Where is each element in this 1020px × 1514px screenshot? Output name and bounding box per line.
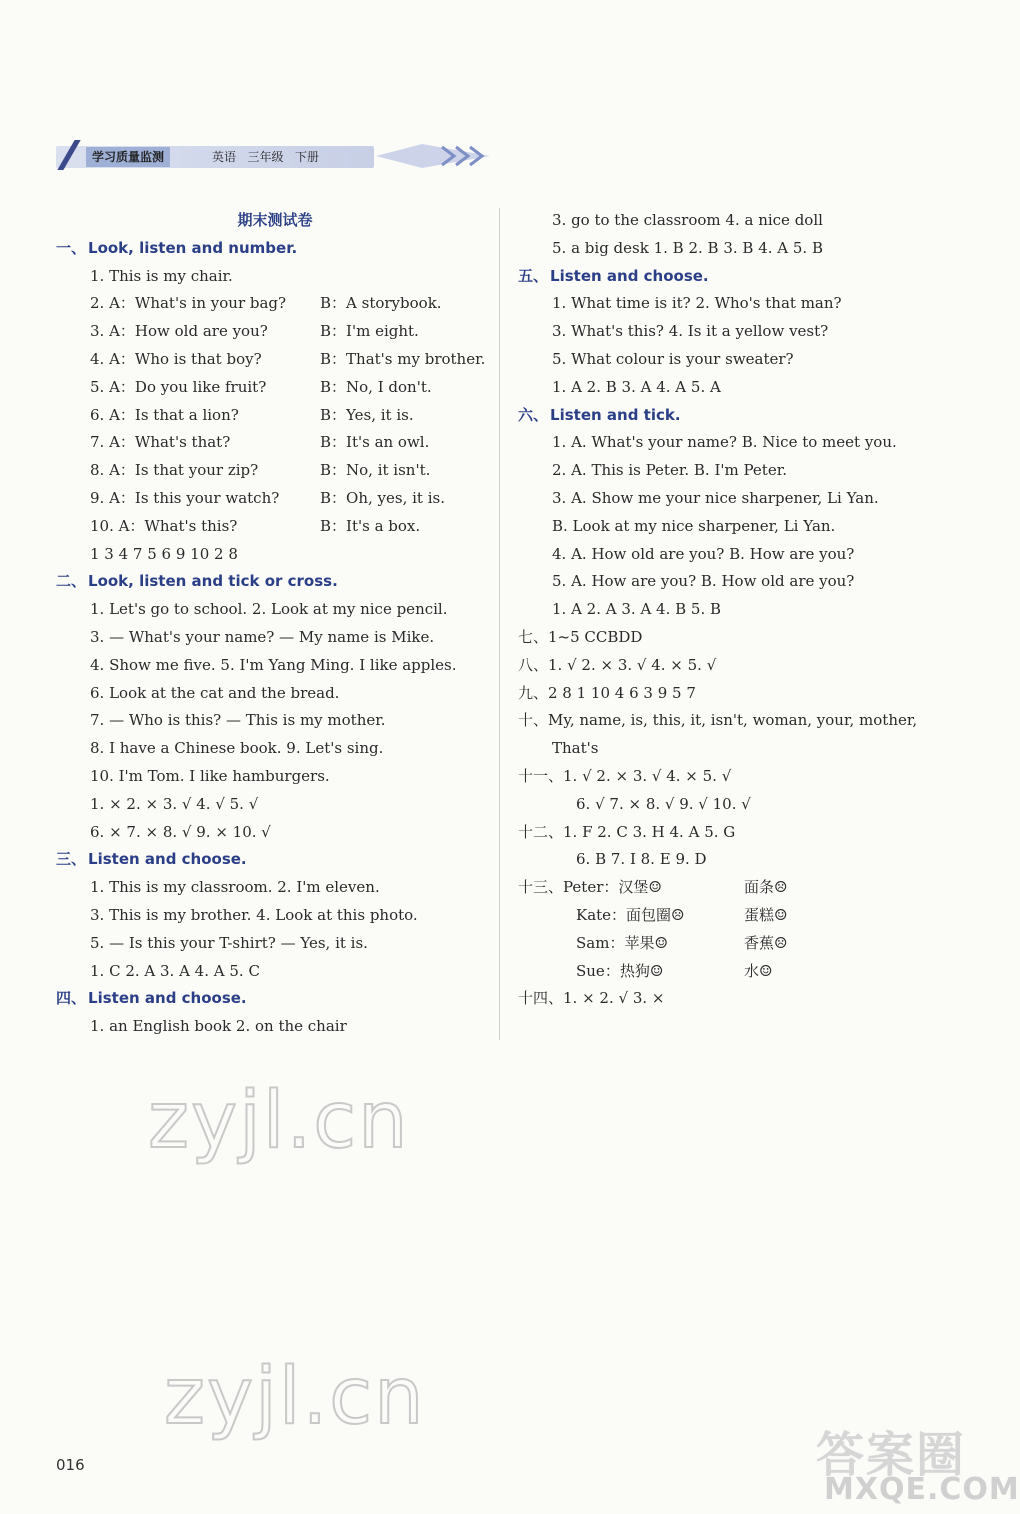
series-name: 学习质量监测 <box>86 147 170 167</box>
s2-line: 7. — Who is this? — This is my mother. <box>90 711 386 730</box>
s3-line: 1. This is my classroom. 2. I'm eleven. <box>90 878 380 897</box>
s4-answer: 5. a big desk 1. B 2. B 3. B 4. A 5. B <box>552 238 823 257</box>
s3-line: 3. This is my brother. 4. Look at this photo. <box>90 905 418 924</box>
right-column <box>518 207 938 1013</box>
section-11: 十一、1. √ 2. × 3. √ 4. × 5. √ <box>518 766 732 785</box>
s1-item: 6. A：Is that a lion? B：Yes, it is. <box>90 405 414 424</box>
s5-line: 5. What colour is your sweater? <box>552 349 794 368</box>
section-10: 十、My, name, is, this, it, isn't, woman, your, mother, <box>518 711 918 730</box>
section-1-heading: 一、 Look, listen and number. <box>56 238 298 257</box>
section-3-heading: 三、 Listen and choose. <box>56 850 247 869</box>
section-12: 十二、1. F 2. C 3. H 4. A 5. G <box>518 822 736 841</box>
s2-line: 6. Look at the cat and the bread. <box>90 683 340 702</box>
s1-answer: 1 3 4 7 5 6 9 10 2 8 <box>90 544 238 563</box>
s2-answer: 6. × 7. × 8. √ 9. × 10. √ <box>90 822 271 841</box>
section-4-heading: 四、 Listen and choose. <box>56 989 247 1008</box>
s6-line: 1. A. What's your name? B. Nice to meet you. <box>552 433 897 452</box>
s2-line: 4. Show me five. 5. I'm Yang Ming. I like apples. <box>90 655 457 674</box>
s1-item: 7. A：What's that? B：It's an owl. <box>90 433 430 452</box>
s3-answer: 1. C 2. A 3. A 4. A 5. C <box>90 961 260 980</box>
section-10-cont: That's <box>552 739 599 758</box>
section-5-heading: 五、 Listen and choose. <box>518 266 709 285</box>
section-12-cont: 6. B 7. I 8. E 9. D <box>576 850 707 869</box>
term: 下册 <box>294 150 319 164</box>
section-13-num: 十三、 <box>518 878 564 897</box>
subject: 英语 <box>212 150 237 164</box>
s5-answer: 1. A 2. B 3. A 4. A 5. A <box>552 377 721 396</box>
running-header <box>56 140 446 170</box>
s2-line: 1. Let's go to school. 2. Look at my nice pencil. <box>90 600 448 619</box>
s4-line: 1. an English book 2. on the chair <box>90 1017 347 1036</box>
section-9: 九、2 8 1 10 4 6 3 9 5 7 <box>518 683 696 702</box>
column-divider <box>499 208 500 1040</box>
s2-answer: 1. × 2. × 3. √ 4. √ 5. √ <box>90 794 259 813</box>
s6-line: 4. A. How old are you? B. How are you? <box>552 544 855 563</box>
s2-line: 3. — What's your name? — My name is Mike. <box>90 627 435 646</box>
watermark-text: zyjl.cn <box>148 1076 410 1166</box>
s6-line: 2. A. This is Peter. B. I'm Peter. <box>552 461 787 480</box>
logo-site: MXQE.COM <box>824 1472 1020 1507</box>
section-6-heading: 六、 Listen and tick. <box>518 405 681 424</box>
s4-line: 3. go to the classroom 4. a nice doll <box>552 211 823 229</box>
left-column <box>56 207 494 1041</box>
s1-item: 9. A：Is this your watch? B：Oh, yes, it is. <box>90 488 445 507</box>
section-11-cont: 6. √ 7. × 8. √ 9. √ 10. √ <box>576 794 751 813</box>
s2-line: 8. I have a Chinese book. 9. Let's sing. <box>90 739 384 758</box>
page-title: 期末测试卷 <box>237 211 313 229</box>
section-14: 十四、1. × 2. √ 3. × <box>518 989 665 1008</box>
section-13-row: Kate：面包圈☹ 蛋糕☺ <box>576 905 788 924</box>
chevron-arrows-icon <box>372 142 494 170</box>
s1-item: 1. This is my chair. <box>90 266 233 285</box>
page-number: 016 <box>56 1456 85 1474</box>
s6-line: 5. A. How are you? B. How old are you? <box>552 572 855 591</box>
site-logo <box>806 1416 1020 1512</box>
s1-item: 2. A：What's in your bag? B：A storybook. <box>90 294 442 313</box>
grade: 三年级 <box>247 150 284 164</box>
s1-item: 3. A：How old are you? B：I'm eight. <box>90 322 419 341</box>
section-13-row: Sam：苹果☺ 香蕉☹ <box>576 933 788 952</box>
s6-line: 3. A. Show me your nice sharpener, Li Yan. <box>552 488 879 507</box>
s5-line: 3. What's this? 4. Is it a yellow vest? <box>552 322 829 341</box>
s3-line: 5. — Is this your T-shirt? — Yes, it is. <box>90 933 368 952</box>
s1-item: 5. A：Do you like fruit? B：No, I don't. <box>90 377 432 396</box>
s1-item: 4. A：Who is that boy? B：That's my brother. <box>90 349 486 368</box>
watermark-text: zyjl.cn <box>164 1352 426 1442</box>
logo-hanzi: 答案圈 <box>816 1427 967 1483</box>
s6-answer: 1. A 2. A 3. A 4. B 5. B <box>552 600 722 619</box>
s5-line: 1. What time is it? 2. Who's that man? <box>552 294 842 313</box>
s2-line: 10. I'm Tom. I like hamburgers. <box>90 766 330 785</box>
book-meta <box>212 147 319 167</box>
section-2-heading: 二、 Look, listen and tick or cross. <box>56 572 338 591</box>
section-8: 八、1. √ 2. × 3. √ 4. × 5. √ <box>518 655 717 674</box>
header-slash-mark <box>56 140 82 170</box>
s1-item: 10. A：What's this? B：It's a box. <box>90 516 421 535</box>
section-13-row: Sue：热狗☺ 水☺ <box>576 961 773 980</box>
section-7: 七、1~5 CCBDD <box>518 627 643 646</box>
s6-line: B. Look at my nice sharpener, Li Yan. <box>552 516 836 535</box>
s1-item: 8. A：Is that your zip? B：No, it isn't. <box>90 461 431 480</box>
section-13-row: 十三、Peter：汉堡☺ 面条☹ <box>518 878 788 897</box>
